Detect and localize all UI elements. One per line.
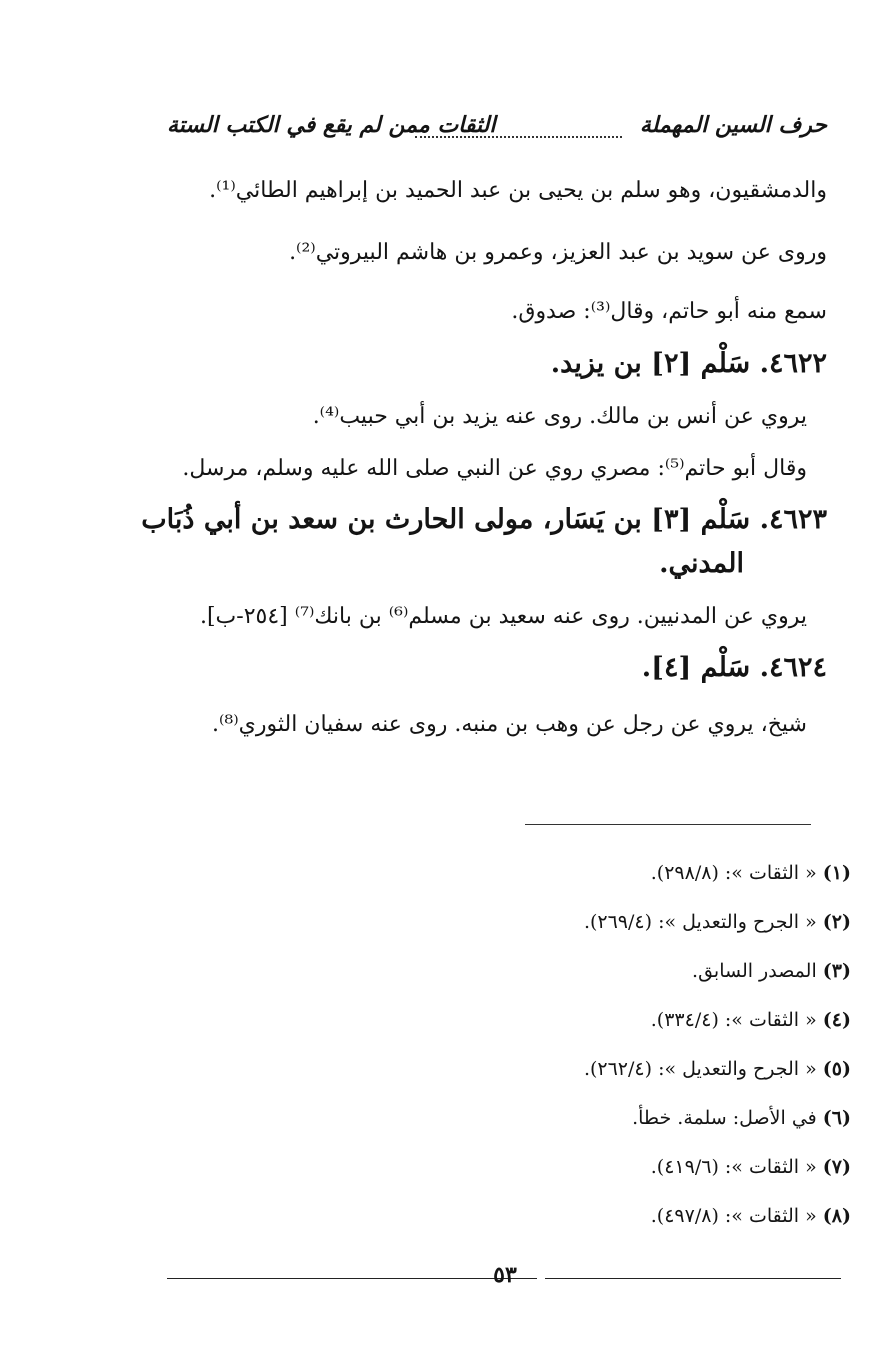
body-line-3: سمع منه أبو حاتم، وقال⁽³⁾: صدوق. [511, 299, 827, 324]
footnote-4 [651, 1009, 851, 1031]
footnote-2 [584, 911, 851, 933]
book-title: الثقات ممن لم يقع في الكتب الستة [167, 112, 496, 138]
entry-4623-line-1: يروي عن المدنيين. روى عنه سعيد بن مسلم⁽⁶⁾ بن بانك⁽⁷⁾ [٢٥٤-ب]. [199, 604, 807, 629]
entry-name: سَلْم [٣] بن يَسَار، مولى الحارث بن سعد بن أبي ذُبَاب [141, 504, 751, 535]
footnote-text: « الثقات »: (٤١٩/٦). [650, 1156, 817, 1178]
entry-heading-4624 [642, 652, 827, 683]
body-line-2: وروى عن سويد بن عبد العزيز، وعمرو بن هاشم البيروتي⁽²⁾. [289, 240, 827, 265]
footnote-number: (٨) [822, 1205, 851, 1227]
footnote-text: « الجرح والتعديل »: (٢٦٩/٤). [583, 911, 817, 933]
entry-heading-4623 [141, 504, 827, 535]
footnote-text: « الجرح والتعديل »: (٢٦٢/٤). [583, 1058, 817, 1080]
entry-heading-4622 [551, 348, 827, 379]
page-number: ٥٣ [493, 1262, 517, 1288]
footnote-number: (١) [822, 862, 851, 884]
body-line-1: والدمشقيون، وهو سلم بن يحيى بن عبد الحميد بن إبراهيم الطائي⁽¹⁾. [209, 178, 827, 203]
footnote-number: (٢) [822, 911, 851, 933]
footnote-1 [651, 862, 851, 884]
footnote-3 [692, 960, 851, 982]
footnote-6 [632, 1107, 851, 1129]
entry-heading-4623-cont: المدني. [659, 548, 744, 579]
footnote-text: في الأصل: سلمة. خطأ. [632, 1107, 817, 1129]
entry-name: سَلْم [٢] بن يزيد. [550, 348, 751, 379]
entry-4622-line-2: وقال أبو حاتم⁽⁵⁾: مصري روي عن النبي صلى الله عليه وسلم، مرسل. [182, 456, 807, 481]
entry-number: ٤٦٢٢. [759, 348, 827, 379]
section-title: حرف السين المهملة [639, 112, 827, 138]
footnote-7 [651, 1156, 851, 1178]
footnote-number: (٧) [822, 1156, 851, 1178]
footnote-5 [584, 1058, 851, 1080]
entry-4624-line-1: شيخ، يروي عن رجل عن وهب بن منبه. روى عنه سفيان الثوري⁽⁸⁾. [212, 712, 807, 737]
footnote-number: (٣) [822, 960, 851, 982]
entry-number: ٤٦٢٣. [759, 504, 827, 535]
footnote-8 [651, 1205, 851, 1227]
entry-number: ٤٦٢٤. [759, 652, 827, 683]
entry-4622-line-1: يروي عن أنس بن مالك. روى عنه يزيد بن أبي حبيب⁽⁴⁾. [312, 404, 807, 429]
footnote-text: « الثقات »: (٢٩٨/٨). [650, 862, 817, 884]
footnote-text: المصدر السابق. [692, 960, 817, 982]
running-header [167, 112, 827, 152]
footer-rule-right [545, 1278, 841, 1279]
footnote-text: « الثقات »: (٣٣٤/٤). [650, 1009, 817, 1031]
footnote-separator [525, 824, 811, 825]
footnote-number: (٦) [822, 1107, 851, 1129]
footnote-number: (٥) [822, 1058, 851, 1080]
footnote-number: (٤) [822, 1009, 851, 1031]
footnote-text: « الثقات »: (٤٩٧/٨). [650, 1205, 817, 1227]
entry-name: سَلْم [٤]. [641, 652, 751, 683]
